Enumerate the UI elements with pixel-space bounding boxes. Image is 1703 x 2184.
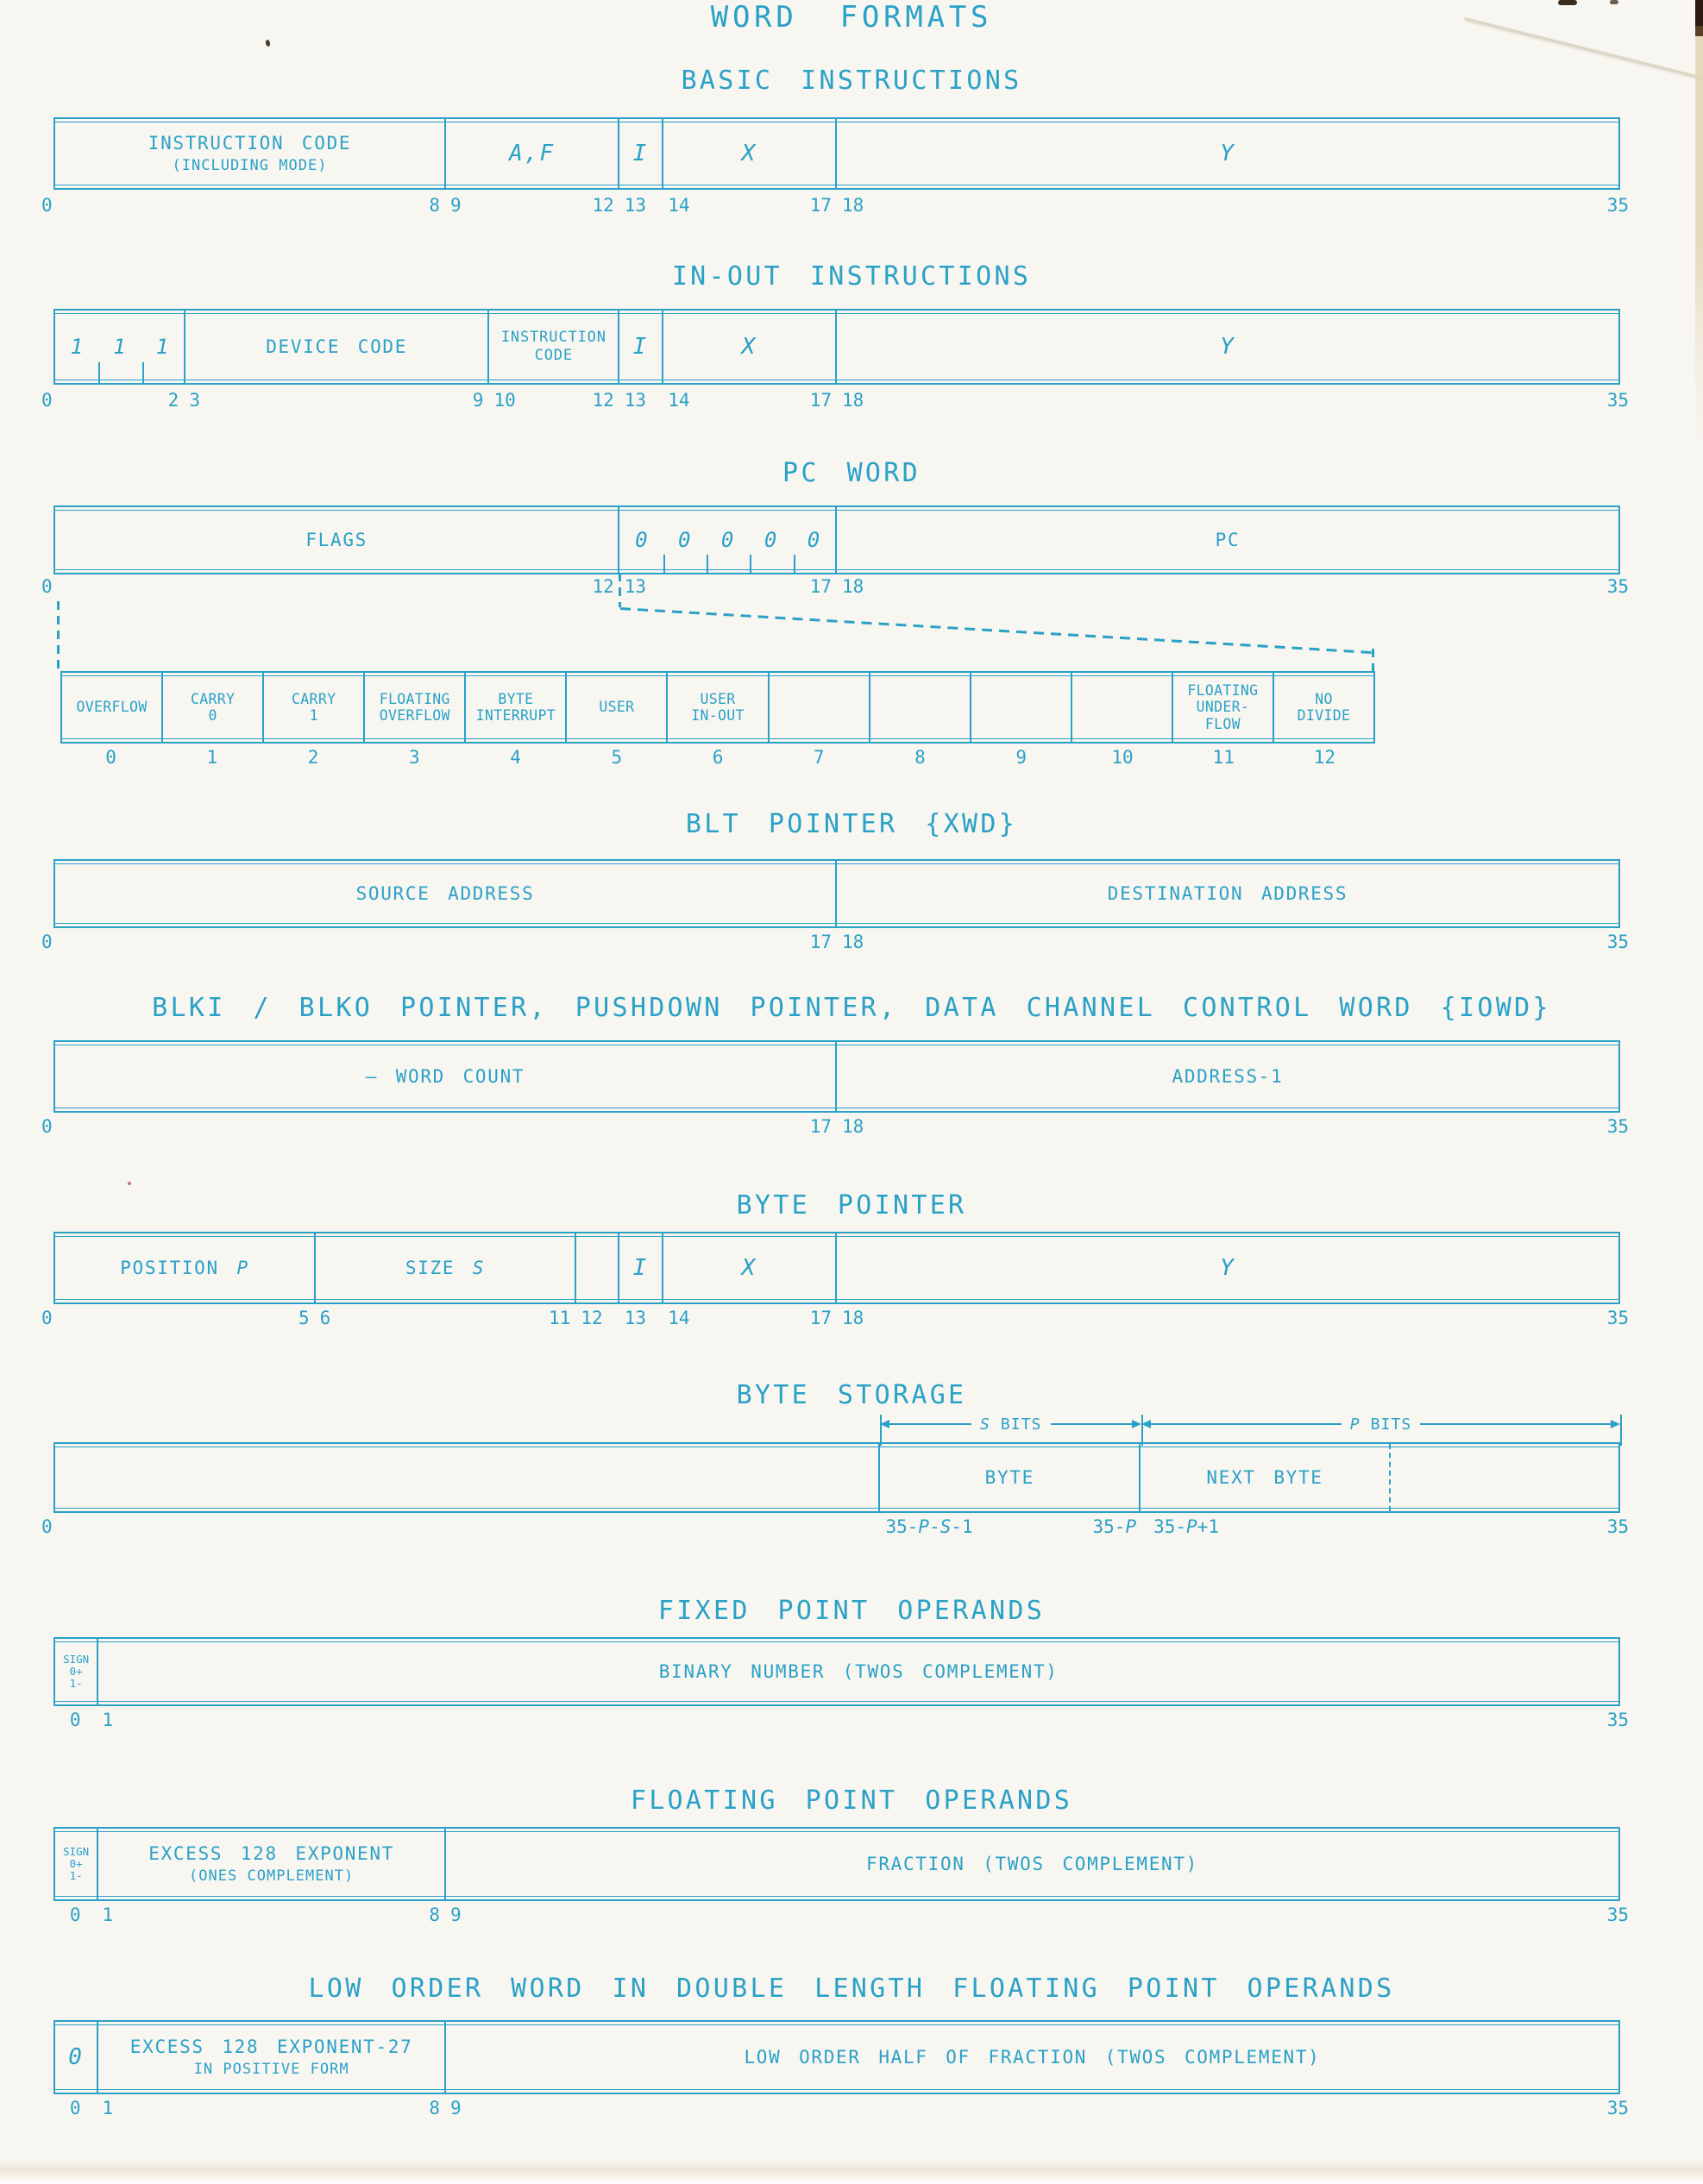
flag-cell-line: BYTE bbox=[498, 690, 534, 707]
label-part: -1 bbox=[951, 1516, 973, 1537]
field-fixed-0 bbox=[55, 1639, 98, 1704]
field-line: 0+ bbox=[69, 1665, 83, 1678]
field-inout-3 bbox=[619, 311, 663, 383]
bit-label: 35 bbox=[1606, 1516, 1629, 1537]
bit-label: 12 bbox=[592, 576, 614, 597]
dimension-rule bbox=[1151, 1423, 1342, 1425]
field-label: X bbox=[741, 334, 757, 360]
bit-label: 12 bbox=[592, 390, 614, 411]
bit-label: 0 bbox=[41, 390, 53, 411]
label-part: BITS bbox=[1360, 1415, 1412, 1434]
bit-label bbox=[885, 1516, 972, 1537]
field-label: X bbox=[741, 141, 757, 166]
field-label: BINARY NUMBER (TWOS COMPLEMENT) bbox=[658, 1661, 1059, 1682]
bit-label: 35 bbox=[1606, 1710, 1629, 1730]
label-part: P bbox=[236, 1258, 249, 1278]
scan-edge-right bbox=[1695, 0, 1703, 449]
field-label: NEXT BYTE bbox=[1206, 1467, 1323, 1488]
bit-labels-fixed bbox=[53, 1710, 1629, 1734]
field-label: LOW ORDER HALF OF FRACTION (TWOS COMPLEMENT) bbox=[744, 2047, 1321, 2068]
label-part: POSITION bbox=[120, 1258, 237, 1278]
word-box-iowd bbox=[53, 1040, 1620, 1113]
label-part: S bbox=[980, 1415, 990, 1434]
bit-label: 13 bbox=[624, 576, 647, 597]
field-label: EXCESS 128 EXPONENT bbox=[148, 1843, 395, 1864]
bit-label: 10 bbox=[493, 390, 516, 411]
bit-labels-iowd bbox=[41, 1116, 1629, 1140]
field-label: I bbox=[632, 141, 649, 166]
flag-cell-5 bbox=[567, 673, 668, 742]
dimension-arrow bbox=[1141, 1415, 1620, 1434]
digit: 1 bbox=[113, 335, 126, 359]
field-line: 0+ bbox=[69, 1857, 83, 1870]
field-sublabel: (ONES COMPLEMENT) bbox=[188, 1867, 355, 1885]
bit-label: 12 bbox=[581, 1308, 603, 1328]
field-label: X bbox=[741, 1255, 757, 1281]
field-bytestore-1 bbox=[880, 1444, 1141, 1511]
field-label: — WORD COUNT bbox=[365, 1066, 525, 1087]
field-label: I bbox=[632, 334, 649, 360]
field-low-1 bbox=[98, 2022, 446, 2093]
label-part: - bbox=[929, 1516, 940, 1537]
bit-label: 14 bbox=[668, 390, 690, 411]
word-box-low bbox=[53, 2020, 1620, 2094]
bit-label: 12 bbox=[592, 195, 614, 216]
bit-label: 17 bbox=[809, 1116, 832, 1137]
word-box-pc bbox=[53, 505, 1620, 574]
flag-cell-10 bbox=[1072, 673, 1173, 742]
bit-label: 1 bbox=[102, 1710, 114, 1730]
field-label: FRACTION (TWOS COMPLEMENT) bbox=[866, 1854, 1198, 1874]
arrowhead-left-icon bbox=[1141, 1420, 1151, 1428]
field-line: CODE bbox=[534, 347, 573, 364]
bit-label: 13 bbox=[624, 1308, 647, 1328]
bit-labels-inout bbox=[41, 390, 1629, 414]
flag-bit-numbers bbox=[60, 747, 1375, 771]
bit-label: 13 bbox=[624, 195, 647, 216]
bit-label bbox=[1093, 1516, 1137, 1537]
section-title-fixed: FIXED POINT OPERANDS bbox=[657, 1596, 1046, 1626]
flag-bit-number: 2 bbox=[307, 747, 319, 768]
flag-cell-line: OVERFLOW bbox=[76, 699, 148, 716]
label-part: 35- bbox=[1153, 1516, 1187, 1537]
bit-label: 18 bbox=[842, 576, 864, 597]
paper-speck bbox=[1558, 0, 1577, 5]
bit-label: 35 bbox=[1606, 1905, 1629, 1925]
bit-label: 1 bbox=[102, 1905, 114, 1925]
dimension-rule bbox=[1051, 1423, 1133, 1425]
bit-label: 5 bbox=[298, 1308, 310, 1328]
bit-label: 9 bbox=[450, 2098, 462, 2118]
field-label: DEVICE CODE bbox=[266, 336, 408, 357]
pc-flags-connector-right bbox=[1372, 649, 1374, 671]
flag-cell-11 bbox=[1173, 673, 1274, 742]
flag-cell-line: 1 bbox=[309, 707, 318, 724]
dimension-rule bbox=[1420, 1423, 1611, 1425]
field-inout-1 bbox=[185, 311, 489, 383]
field-byteptr-1 bbox=[316, 1233, 576, 1302]
flag-cell-9 bbox=[971, 673, 1072, 742]
bit-label: 35 bbox=[1606, 390, 1629, 411]
field-label bbox=[405, 1258, 485, 1278]
field-inout-4 bbox=[663, 311, 837, 383]
bit-label: 0 bbox=[41, 1308, 53, 1328]
flag-cell-line: FLOATING bbox=[1187, 681, 1259, 699]
arrowhead-right-icon bbox=[1132, 1420, 1141, 1428]
field-line: 1- bbox=[69, 1869, 83, 1882]
bit-label: 3 bbox=[189, 390, 200, 411]
flag-cell-line: INTERRUPT bbox=[475, 707, 556, 724]
field-byteptr-3 bbox=[619, 1233, 663, 1302]
bit-tick bbox=[98, 362, 100, 383]
word-box-basic bbox=[53, 117, 1620, 190]
field-line: SIGN bbox=[63, 1845, 90, 1858]
bit-label: 6 bbox=[319, 1308, 331, 1328]
word-box-fixed bbox=[53, 1637, 1620, 1706]
pc-flags-connector-bit13 bbox=[619, 573, 621, 607]
flag-bit-number: 3 bbox=[408, 747, 420, 768]
bit-label: 17 bbox=[809, 1308, 832, 1328]
field-floating-2 bbox=[446, 1829, 1618, 1899]
bit-labels-floating bbox=[53, 1905, 1629, 1929]
bit-label: 0 bbox=[69, 1710, 81, 1730]
dimension-label bbox=[1342, 1415, 1421, 1434]
word-box-bytestore bbox=[53, 1442, 1620, 1513]
bit-label: 35 bbox=[1606, 932, 1629, 952]
pc-flags-connector-left bbox=[57, 601, 60, 670]
bit-label: 35 bbox=[1606, 1308, 1629, 1328]
field-byteptr-0 bbox=[55, 1233, 316, 1302]
bit-label: 17 bbox=[809, 932, 832, 952]
flag-bit-number: 7 bbox=[813, 747, 825, 768]
field-line: 1- bbox=[69, 1677, 83, 1690]
flag-bit-number: 11 bbox=[1212, 747, 1235, 768]
bit-label: 0 bbox=[41, 195, 53, 216]
dimension-arrow bbox=[880, 1415, 1141, 1434]
bit-label bbox=[1153, 1516, 1219, 1537]
label-part: 35- bbox=[1092, 1516, 1126, 1537]
field-floating-0 bbox=[55, 1829, 98, 1899]
field-label: BYTE bbox=[984, 1467, 1034, 1488]
bit-label: 35 bbox=[1606, 1116, 1629, 1137]
field-label: INSTRUCTION CODE bbox=[148, 133, 352, 154]
word-box-floating bbox=[53, 1827, 1620, 1901]
field-iowd-0 bbox=[55, 1042, 837, 1111]
arrowhead-left-icon bbox=[880, 1420, 889, 1428]
bit-tick bbox=[142, 362, 144, 383]
field-inout-5 bbox=[837, 311, 1618, 383]
bit-label: 13 bbox=[624, 390, 647, 411]
digit: 0 bbox=[635, 528, 648, 552]
flag-bit-number: 5 bbox=[611, 747, 623, 768]
field-label: SOURCE ADDRESS bbox=[355, 883, 535, 904]
bit-label: 35 bbox=[1606, 195, 1629, 216]
bit-label: 9 bbox=[450, 1905, 462, 1925]
field-line: INSTRUCTION bbox=[500, 329, 606, 347]
flag-cell-4 bbox=[466, 673, 567, 742]
bit-labels-pc bbox=[41, 576, 1629, 600]
page-title: WORD FORMATS bbox=[710, 0, 993, 35]
field-blt-1 bbox=[837, 861, 1618, 926]
section-title-bytestore: BYTE STORAGE bbox=[736, 1380, 967, 1410]
bit-labels-low bbox=[53, 2098, 1629, 2122]
word-box-pcflags bbox=[60, 671, 1375, 744]
digit: 1 bbox=[155, 335, 169, 359]
field-pc-2 bbox=[837, 507, 1618, 573]
bit-label: 9 bbox=[450, 195, 462, 216]
bit-labels-basic bbox=[41, 195, 1629, 219]
label-part: P bbox=[1186, 1516, 1197, 1537]
field-floating-1 bbox=[98, 1829, 446, 1899]
field-byteptr-2 bbox=[576, 1233, 619, 1302]
bit-label: 14 bbox=[668, 195, 690, 216]
field-fixed-1 bbox=[98, 1639, 1618, 1704]
bit-label: 18 bbox=[842, 1308, 864, 1328]
paper-speck bbox=[1610, 0, 1618, 4]
flag-cell-6 bbox=[668, 673, 769, 742]
field-basic-1 bbox=[446, 119, 619, 188]
dimension-extension-line bbox=[1620, 1415, 1622, 1446]
field-basic-3 bbox=[663, 119, 837, 188]
bit-label: 18 bbox=[842, 932, 864, 952]
field-bytestore-3 bbox=[1391, 1444, 1618, 1511]
bit-label: 17 bbox=[809, 390, 832, 411]
field-iowd-1 bbox=[837, 1042, 1618, 1111]
bit-labels-blt bbox=[41, 932, 1629, 956]
field-blt-0 bbox=[55, 861, 837, 926]
field-low-2 bbox=[446, 2022, 1618, 2093]
section-title-basic: BASIC INSTRUCTIONS bbox=[681, 66, 1022, 96]
label-part: P bbox=[918, 1516, 930, 1537]
word-box-blt bbox=[53, 859, 1620, 928]
label-part: P bbox=[1125, 1516, 1137, 1537]
bit-label: 0 bbox=[69, 1905, 81, 1925]
field-inout-2 bbox=[489, 311, 619, 383]
flag-cell-line: CARRY bbox=[190, 690, 236, 707]
field-label: Y bbox=[1220, 334, 1235, 360]
flag-cell-7 bbox=[770, 673, 870, 742]
label-part: P bbox=[1349, 1415, 1361, 1434]
field-label: 0 bbox=[68, 2044, 85, 2070]
flag-cell-8 bbox=[870, 673, 971, 742]
flag-cell-1 bbox=[163, 673, 264, 742]
section-title-inout: IN-OUT INSTRUCTIONS bbox=[671, 261, 1032, 292]
bit-label: 1 bbox=[102, 2098, 114, 2118]
dimension-rule bbox=[889, 1423, 971, 1425]
field-byteptr-5 bbox=[837, 1233, 1618, 1302]
scan-edge-bottom bbox=[0, 2158, 1703, 2184]
field-label: DESTINATION ADDRESS bbox=[1107, 883, 1348, 904]
field-label: Y bbox=[1220, 1255, 1235, 1281]
pc-flags-connector-diagonal bbox=[620, 607, 1373, 654]
bit-label: 8 bbox=[429, 195, 440, 216]
bit-tick bbox=[707, 555, 708, 573]
field-label: I bbox=[632, 1255, 649, 1281]
section-title-blt: BLT POINTER {XWD} bbox=[685, 809, 1018, 839]
bit-label: 17 bbox=[809, 576, 832, 597]
bit-labels-byteptr bbox=[41, 1308, 1629, 1332]
paper-speck bbox=[128, 1182, 131, 1185]
bit-label: 8 bbox=[429, 1905, 440, 1925]
flag-cell-line: FLOW bbox=[1204, 715, 1241, 732]
flag-bit-number: 8 bbox=[914, 747, 926, 768]
bit-label: 0 bbox=[69, 2098, 81, 2118]
field-pc-1 bbox=[619, 507, 837, 573]
digit: 0 bbox=[807, 528, 820, 552]
field-label: EXCESS 128 EXPONENT-27 bbox=[129, 2037, 413, 2057]
label-part: SIZE bbox=[405, 1258, 473, 1278]
digit: 0 bbox=[764, 528, 777, 552]
flag-cell-2 bbox=[264, 673, 365, 742]
label-part: S bbox=[939, 1516, 952, 1537]
bit-label: 0 bbox=[41, 1516, 53, 1537]
field-byteptr-4 bbox=[663, 1233, 837, 1302]
flag-cell-line: UNDER- bbox=[1196, 699, 1250, 716]
section-title-byteptr: BYTE POINTER bbox=[736, 1190, 967, 1221]
field-low-0 bbox=[55, 2022, 98, 2093]
flag-cell-12 bbox=[1274, 673, 1373, 742]
digit: 1 bbox=[70, 335, 84, 359]
bit-tick bbox=[663, 555, 665, 573]
flag-bit-number: 12 bbox=[1313, 747, 1336, 768]
bit-label: 9 bbox=[472, 390, 484, 411]
field-label: FLAGS bbox=[305, 530, 368, 550]
label-part: S bbox=[472, 1258, 486, 1278]
bit-label: 11 bbox=[549, 1308, 571, 1328]
flag-cell-line: USER bbox=[599, 699, 635, 716]
field-bytestore-2 bbox=[1141, 1444, 1390, 1511]
bit-label: 18 bbox=[842, 1116, 864, 1137]
flag-cell-line: CARRY bbox=[292, 690, 336, 707]
dimension-lines bbox=[53, 1413, 1620, 1444]
flag-bit-number: 6 bbox=[712, 747, 724, 768]
field-label: ADDRESS-1 bbox=[1172, 1066, 1284, 1087]
bit-label: 35 bbox=[1606, 2098, 1629, 2118]
bit-label: 0 bbox=[41, 1116, 53, 1137]
flag-cell-line: NO bbox=[1315, 690, 1333, 707]
bit-tick bbox=[794, 555, 795, 573]
flag-bit-number: 9 bbox=[1015, 747, 1027, 768]
section-title-low: LOW ORDER WORD IN DOUBLE LENGTH FLOATING POINT OPERANDS bbox=[308, 1974, 1395, 2004]
bit-label: 18 bbox=[842, 195, 864, 216]
flag-cell-line: FLOATING bbox=[379, 690, 450, 707]
flag-cell-line: DIVIDE bbox=[1297, 707, 1351, 724]
flag-cell-line: IN-OUT bbox=[691, 707, 745, 724]
arrowhead-right-icon bbox=[1611, 1420, 1620, 1428]
field-basic-2 bbox=[619, 119, 663, 188]
word-box-inout bbox=[53, 309, 1620, 385]
flag-cell-0 bbox=[62, 673, 163, 742]
field-sublabel: IN POSITIVE FORM bbox=[193, 2061, 349, 2078]
field-basic-4 bbox=[837, 119, 1618, 188]
section-title-pc: PC WORD bbox=[782, 458, 921, 488]
bit-label: 18 bbox=[842, 390, 864, 411]
flag-bit-number: 0 bbox=[105, 747, 116, 768]
flag-cell-line: OVERFLOW bbox=[379, 707, 450, 724]
field-basic-0 bbox=[55, 119, 446, 188]
field-inout-0 bbox=[55, 311, 185, 383]
field-label bbox=[120, 1258, 249, 1278]
flag-cell-3 bbox=[365, 673, 466, 742]
field-pc-0 bbox=[55, 507, 619, 573]
bit-label: 14 bbox=[668, 1308, 690, 1328]
field-label: PC bbox=[1215, 530, 1241, 550]
flag-cell-line: 0 bbox=[208, 707, 217, 724]
field-digits bbox=[55, 335, 184, 359]
paper-speck bbox=[265, 40, 271, 47]
flag-bit-number: 4 bbox=[510, 747, 521, 768]
flag-cell-line: USER bbox=[700, 690, 736, 707]
field-sublabel: (INCLUDING MODE) bbox=[172, 157, 328, 174]
bit-label: 8 bbox=[429, 2098, 440, 2118]
dimension-label bbox=[971, 1415, 1051, 1434]
bit-label: 0 bbox=[41, 932, 53, 952]
label-part: BITS bbox=[990, 1415, 1042, 1434]
label-part: 35- bbox=[885, 1516, 919, 1537]
bit-label: 0 bbox=[41, 576, 53, 597]
flag-bit-number: 1 bbox=[206, 747, 218, 768]
section-title-floating: FLOATING POINT OPERANDS bbox=[630, 1785, 1073, 1816]
label-part: +1 bbox=[1197, 1516, 1219, 1537]
digit: 0 bbox=[677, 528, 691, 552]
flag-bit-number: 10 bbox=[1111, 747, 1134, 768]
bit-labels-bytestore bbox=[41, 1516, 1629, 1541]
bit-label: 17 bbox=[809, 195, 832, 216]
field-label: A,F bbox=[509, 141, 556, 166]
word-box-byteptr bbox=[53, 1232, 1620, 1304]
digit: 0 bbox=[720, 528, 734, 552]
field-digits bbox=[619, 528, 835, 552]
bit-tick bbox=[750, 555, 751, 573]
field-line: SIGN bbox=[63, 1653, 90, 1666]
field-label: Y bbox=[1220, 141, 1235, 166]
bit-label: 2 bbox=[167, 390, 179, 411]
bit-label: 35 bbox=[1606, 576, 1629, 597]
field-bytestore-0 bbox=[55, 1444, 880, 1511]
flag-cells bbox=[62, 673, 1373, 742]
section-title-iowd: BLKI / BLKO POINTER, PUSHDOWN POINTER, DATA CHANNEL CONTROL WORD {IOWD} bbox=[152, 993, 1551, 1023]
